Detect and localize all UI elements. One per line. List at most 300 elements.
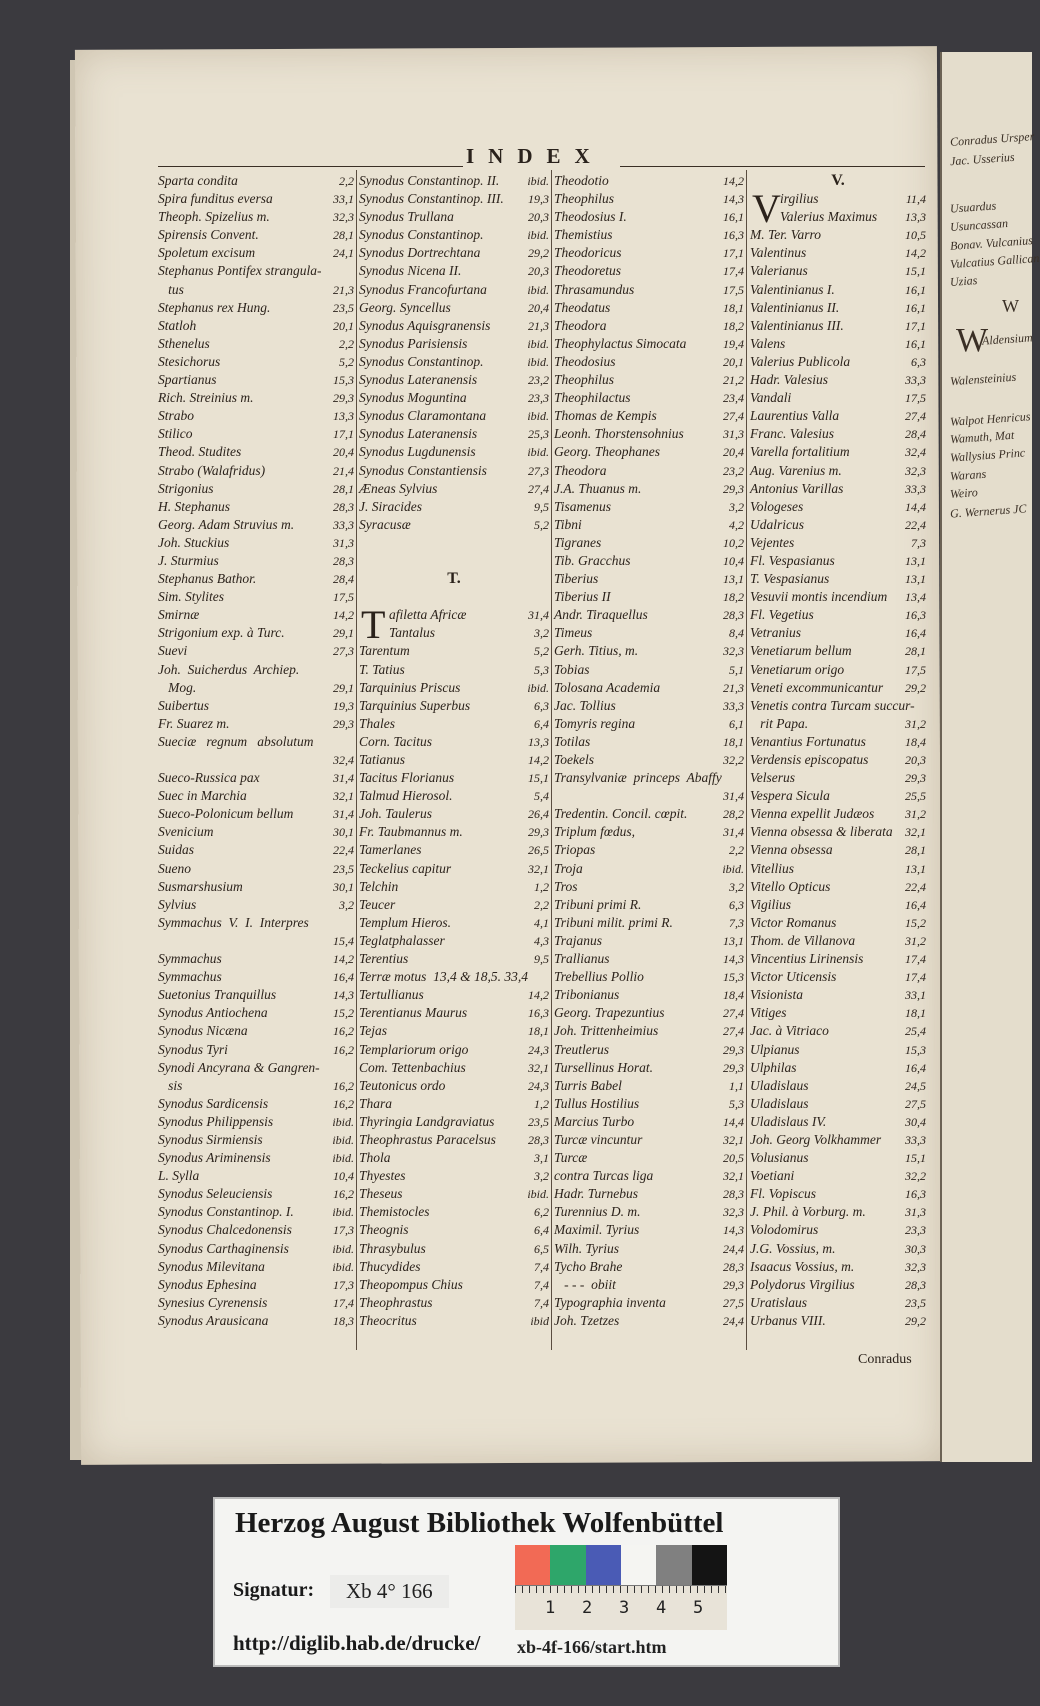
index-entry	[554, 443, 744, 461]
page-reference: 13,1	[905, 572, 926, 587]
entry-name: Tarentum	[359, 643, 410, 659]
entry-name: Uratislaus	[750, 1294, 808, 1310]
entry-name: Synodus Sirmiensis	[158, 1131, 263, 1147]
page-reference: 17,5	[333, 590, 354, 605]
index-entry	[554, 606, 744, 624]
index-entry	[158, 787, 354, 805]
entry-name: Vienna expellit Judæos	[750, 806, 875, 822]
index-entry	[554, 624, 744, 642]
index-entry	[554, 262, 744, 280]
page-reference: 5,3	[729, 1096, 744, 1111]
index-entry	[554, 642, 744, 660]
entry-name: Stilico	[158, 426, 193, 442]
entry-name: J. Phil. à Vorburg. m.	[750, 1204, 866, 1220]
page-reference: 29,1	[333, 626, 354, 641]
entry-name: Totilas	[554, 733, 591, 749]
entry-name: Tatianus	[359, 752, 406, 767]
index-entry	[359, 407, 549, 425]
entry-name: Valerius Publicola	[750, 353, 851, 369]
page-reference: 33,1	[905, 988, 926, 1003]
page-reference: 4,3	[534, 933, 549, 948]
page-reference: 13,1	[905, 553, 926, 568]
next-page-line: Weiro	[949, 485, 979, 501]
page-reference: 33,1	[333, 192, 354, 207]
index-entry	[359, 986, 549, 1004]
entry-name: Synodus Parisiensis	[359, 335, 468, 351]
index-entry	[158, 1113, 354, 1131]
entry-name: Urbanus VIII.	[750, 1312, 826, 1328]
entry-name: Vitellius	[750, 860, 794, 876]
ruler-tick-label: 2	[582, 1598, 593, 1618]
entry-name: Tacitus Florianus	[359, 770, 455, 786]
entry-name: Isaacus Vossius, m.	[750, 1258, 855, 1274]
entry-name: Statloh	[158, 317, 197, 333]
page-reference: 17,5	[905, 391, 926, 406]
page-reference: 11,4	[905, 192, 926, 207]
page-reference: 24,1	[333, 246, 354, 261]
entry-name: Triopas	[554, 842, 596, 858]
entry-name: Voetiani	[750, 1168, 795, 1184]
page-reference: 19,3	[333, 698, 354, 713]
page-reference: 20,3	[528, 210, 549, 225]
index-entry	[158, 1095, 354, 1113]
entry-name: Tolosana Academia	[554, 679, 661, 695]
page-reference: ibid.	[332, 1132, 354, 1147]
entry-name: Treutlerus	[554, 1041, 610, 1057]
page-reference: 15,1	[528, 771, 549, 786]
page-reference: ibid.	[527, 336, 549, 351]
entry-name: Synodus Carthaginensis	[158, 1240, 289, 1256]
entry-name: Symmachus	[158, 969, 222, 985]
page-reference: 25,3	[528, 427, 549, 442]
page-reference: 16,3	[905, 1187, 926, 1202]
index-entry	[750, 751, 926, 769]
index-entry	[750, 498, 926, 516]
index-entry	[750, 697, 926, 715]
entry-name: Aug. Varenius m.	[750, 462, 842, 478]
entry-name: Ulpianus	[750, 1041, 800, 1057]
entry-name: Synesius Cyrenensis	[158, 1294, 268, 1310]
entry-name: Fl. Vegetius	[750, 607, 814, 623]
entry-name: Stephanus rex Hung.	[158, 299, 271, 315]
index-entry	[554, 588, 744, 606]
page-reference: 32,2	[723, 753, 744, 767]
page-reference: 32,1	[528, 861, 549, 876]
index-entry	[554, 715, 744, 733]
page-reference: 18,4	[723, 988, 744, 1003]
page-reference: 22,4	[905, 879, 926, 894]
color-swatch	[515, 1545, 550, 1585]
entry-name: Thrasamundus	[554, 281, 635, 297]
index-entry	[750, 208, 926, 226]
page-reference: 29,3	[723, 1060, 744, 1075]
heading-text: T.	[447, 570, 461, 588]
index-entry	[158, 1041, 354, 1059]
page-reference: ibid.	[332, 1114, 354, 1129]
index-entry	[158, 1240, 354, 1258]
index-entry	[359, 733, 549, 751]
column-divider	[356, 170, 357, 1350]
index-entry	[750, 624, 926, 642]
index-entry	[554, 1294, 744, 1312]
index-entry	[554, 371, 744, 389]
index-entry	[750, 1185, 926, 1203]
index-entry	[359, 480, 549, 498]
entry-name: Troja	[554, 860, 583, 876]
entry-name: Georg. Syncellus	[359, 299, 451, 315]
page-reference: 28,3	[723, 608, 744, 623]
page-reference: ibid.	[527, 354, 549, 369]
page-reference: 18,2	[723, 590, 744, 605]
page-reference: 29,3	[723, 1277, 744, 1292]
index-entry	[554, 841, 744, 859]
entry-name: Vitiges	[750, 1005, 787, 1021]
page-reference: 30,1	[333, 825, 354, 840]
entry-name: Turcæ	[554, 1150, 588, 1166]
page-reference: 28,3	[723, 1259, 744, 1274]
index-entry	[158, 1022, 354, 1040]
page-reference: 14,4	[723, 1114, 744, 1129]
index-entry	[750, 588, 926, 606]
entry-name: Timeus	[554, 625, 593, 641]
page-reference: 31,4	[723, 825, 744, 840]
page-reference: 23,4	[723, 391, 744, 406]
index-entry	[750, 407, 926, 425]
index-entry	[359, 1294, 549, 1312]
page-reference: 8,4	[729, 626, 744, 641]
entry-name: Tomyris regina	[554, 715, 636, 731]
page-reference: 28,3	[723, 1187, 744, 1202]
page-reference: 13,3	[528, 734, 549, 749]
entry-name: Symmachus V. I. Interpres	[158, 914, 309, 930]
page-reference: 7,3	[729, 915, 744, 930]
page-reference: 28,1	[905, 644, 926, 659]
index-entry	[359, 389, 549, 407]
index-entry	[750, 244, 926, 262]
index-entry	[359, 1258, 549, 1276]
index-entry	[750, 1095, 926, 1113]
page-title: INDEX	[466, 144, 604, 168]
index-entry	[158, 208, 354, 226]
entry-name: Synodus Tyri	[158, 1041, 228, 1057]
page-reference: 16,1	[905, 300, 926, 315]
index-entry	[359, 968, 549, 986]
index-entry	[158, 335, 354, 353]
entry-name: Andr. Tiraquellus	[554, 607, 648, 623]
entry-name: Stephanus Pontifex strangula-	[158, 263, 322, 279]
index-entry	[359, 679, 549, 697]
page-reference: 7,4	[534, 1259, 549, 1274]
entry-name: Theodosius	[554, 353, 616, 369]
index-entry	[554, 769, 744, 787]
page-reference: ibid.	[332, 1259, 354, 1274]
entry-name: Tertullianus	[359, 987, 424, 1003]
entry-name: Tribuni primi R.	[554, 896, 642, 912]
page-reference: 32,1	[723, 1132, 744, 1147]
entry-name: contra Turcas liga	[554, 1168, 654, 1184]
page-reference: 29,2	[905, 1313, 926, 1328]
entry-name: L. Sylla	[158, 1168, 200, 1184]
entry-name: Mog.	[158, 679, 197, 695]
entry-name: Veneti excommunicantur	[750, 679, 884, 695]
index-entry	[750, 679, 926, 697]
color-swatch	[621, 1545, 656, 1585]
page-reference: 13,1	[723, 933, 744, 948]
entry-name: Maximil. Tyrius	[554, 1222, 640, 1238]
page-reference: 24,4	[723, 1241, 744, 1256]
page-reference: 28,2	[723, 807, 744, 822]
page-reference: 2,2	[339, 174, 354, 188]
index-entry	[750, 642, 926, 660]
page-reference: 31,2	[905, 807, 926, 822]
entry-name: Synodus Sardicensis	[158, 1095, 269, 1111]
index-entry	[359, 1022, 549, 1040]
entry-name: Turcæ vincuntur	[554, 1131, 643, 1147]
entry-name: H. Stephanus	[158, 498, 230, 514]
index-entry	[554, 353, 744, 371]
index-entry	[750, 860, 926, 878]
index-entry	[359, 1113, 549, 1131]
index-entry	[750, 1004, 926, 1022]
index-entry	[158, 552, 354, 570]
index-entry	[359, 498, 549, 516]
index-entry	[554, 498, 744, 516]
index-entry	[158, 498, 354, 516]
page-reference: 15,3	[723, 970, 744, 985]
page-reference: 6,2	[534, 1205, 549, 1220]
index-entry	[750, 1203, 926, 1221]
page-reference: 15,2	[333, 1006, 354, 1021]
signatur-label: Signatur:	[233, 1579, 315, 1601]
index-entry	[750, 986, 926, 1004]
entry-name: Thrasybulus	[359, 1240, 426, 1256]
page-reference: 23,5	[528, 1114, 549, 1129]
page-reference: 15,4	[333, 933, 354, 948]
entry-name: Theoph. Spizelius m.	[158, 209, 270, 225]
entry-name: Tamerlanes	[359, 842, 422, 858]
next-page-line: Usuncassan	[949, 215, 1009, 235]
page-reference: 9,5	[534, 499, 549, 514]
index-entry	[554, 1059, 744, 1077]
page-reference: 29,3	[723, 481, 744, 496]
page-reference: 17,3	[333, 1223, 354, 1238]
entry-name: Thola	[359, 1150, 391, 1166]
page-reference: 20,1	[723, 354, 744, 369]
page-reference: 7,3	[911, 535, 926, 550]
page-reference: 16,2	[333, 1024, 354, 1039]
page-reference: 14,2	[905, 246, 926, 261]
entry-name: Theocritus	[359, 1312, 417, 1328]
index-entry	[750, 516, 926, 534]
page-reference: ibid.	[527, 1187, 549, 1202]
entry-name: Tiberius	[554, 571, 599, 587]
entry-name: Tisamenus	[554, 498, 612, 514]
page-reference: 27,4	[723, 1024, 744, 1039]
index-entry	[750, 226, 926, 244]
page-reference: 5,4	[534, 789, 549, 804]
entry-name: Thom. de Villanova	[750, 932, 856, 948]
index-entry	[554, 1167, 744, 1185]
entry-name: Valentinianus II.	[750, 299, 840, 315]
url-base[interactable]: http://diglib.hab.de/drucke/	[233, 1631, 481, 1655]
entry-name: Synodus Ephesina	[158, 1276, 257, 1292]
entry-name: Theophrastus Paracelsus	[359, 1131, 496, 1147]
entry-name: Vincentius Lirinensis	[750, 951, 864, 967]
entry-name: Synodus Lateranensis	[359, 426, 478, 442]
entry-name: Vespera Sicula	[750, 788, 830, 804]
entry-name: Sueco-Russica pax	[158, 770, 260, 786]
entry-name: Theseus	[359, 1186, 403, 1202]
entry-name: Joh. Trittenheimius	[554, 1023, 659, 1039]
url-path[interactable]: xb-4f-166/start.htm	[517, 1637, 667, 1657]
index-entry	[359, 860, 549, 878]
entry-name: Theophilactus	[554, 390, 631, 406]
index-entry	[554, 914, 744, 932]
index-entry	[359, 896, 549, 914]
entry-name: M. Ter. Varro	[750, 227, 822, 243]
index-entry	[554, 1077, 744, 1095]
page-reference: 6,3	[911, 354, 926, 369]
index-entry	[554, 787, 744, 805]
page-reference: 14,3	[333, 988, 354, 1003]
index-entry	[158, 389, 354, 407]
entry-name: Tibni	[554, 516, 582, 532]
entry-name: Fr. Taubmannus m.	[359, 824, 463, 840]
page-reference: 16,4	[905, 626, 926, 641]
page-reference: 17,5	[905, 662, 926, 677]
index-entry	[158, 950, 354, 968]
page-reference: 32,1	[333, 789, 354, 804]
index-entry	[158, 407, 354, 425]
page-reference: 27,4	[905, 409, 926, 424]
entry-name: Theophylactus Simocata	[554, 335, 687, 351]
entry-name: Stephanus Bathor.	[158, 571, 257, 587]
page-reference: 13,3	[333, 409, 354, 424]
index-entry	[359, 1004, 549, 1022]
page-reference: 4,2	[729, 517, 744, 532]
index-entry	[554, 986, 744, 1004]
page-reference: ibid.	[527, 282, 549, 297]
next-page-line: Vulcatius Gallican	[949, 250, 1040, 272]
page-reference: ibid.	[722, 861, 744, 876]
entry-name: Valentinianus III.	[750, 317, 844, 333]
index-entry	[554, 697, 744, 715]
entry-name: Teucer	[359, 896, 396, 912]
page-reference: 15,3	[905, 1042, 926, 1057]
page-reference: 7,4	[534, 1295, 549, 1310]
entry-name: Theod. Studites	[158, 444, 242, 460]
index-entry	[750, 896, 926, 914]
entry-name: Suevi	[158, 643, 188, 659]
entry-name: J.A. Thuanus m.	[554, 480, 642, 496]
entry-name: Valens	[750, 335, 786, 351]
index-entry	[750, 787, 926, 805]
index-entry	[359, 244, 549, 262]
index-entry	[750, 371, 926, 389]
index-entry	[359, 1131, 549, 1149]
page-reference: 32,4	[333, 753, 354, 767]
page-reference: 10,4	[723, 553, 744, 568]
entry-name: Wilh. Tyrius	[554, 1240, 620, 1256]
page-reference: 32,3	[333, 210, 354, 225]
page-reference: 5,2	[534, 517, 549, 532]
index-entry	[359, 552, 549, 570]
color-swatch	[550, 1545, 585, 1585]
index-entry	[359, 841, 549, 859]
page-reference: 2,2	[339, 336, 354, 351]
index-entry	[359, 462, 549, 480]
page-reference: 32,3	[723, 1205, 744, 1220]
index-entry	[554, 1149, 744, 1167]
entry-name: Vandali	[750, 390, 792, 406]
entry-name: Trebellius Pollio	[554, 969, 644, 985]
page-reference: 30,3	[905, 1241, 926, 1256]
entry-name: Themistius	[554, 227, 613, 243]
index-entry	[750, 281, 926, 299]
entry-name: Valerius Maximus	[780, 209, 878, 225]
entry-name: Templum Hieros.	[359, 914, 452, 930]
color-swatch	[586, 1545, 621, 1585]
index-entry	[158, 878, 354, 896]
page-reference: 23,3	[528, 391, 549, 406]
index-entry	[554, 751, 744, 769]
index-entry	[158, 317, 354, 335]
entry-name: T. Vespasianus	[750, 571, 830, 587]
index-entry	[359, 317, 549, 335]
index-entry	[554, 932, 744, 950]
entry-name: Synodus Ariminensis	[158, 1150, 271, 1166]
index-entry	[750, 552, 926, 570]
entry-name: Uladislaus	[750, 1095, 809, 1111]
index-entry	[554, 1240, 744, 1258]
entry-name: Joh. Stuckius	[158, 534, 230, 550]
page-reference: 14,3	[723, 952, 744, 967]
page-reference: 27,5	[905, 1096, 926, 1111]
entry-name: Theodotio	[554, 173, 609, 188]
index-entry	[359, 769, 549, 787]
entry-name: Ulphilas	[750, 1059, 797, 1075]
entry-name: Synodus Lateranensis	[359, 372, 478, 388]
index-entry	[158, 443, 354, 461]
page-reference: 6,1	[729, 716, 744, 731]
page-reference: 15,2	[905, 915, 926, 930]
index-entry	[359, 1095, 549, 1113]
index-entry	[554, 1131, 744, 1149]
entry-name: Venantius Fortunatus	[750, 733, 866, 749]
page-reference: ibid	[530, 1313, 549, 1328]
page-reference: 14,2	[528, 988, 549, 1003]
index-entry	[158, 262, 354, 280]
index-entry	[158, 986, 354, 1004]
index-entry	[158, 1294, 354, 1312]
page-reference: 3,2	[729, 879, 744, 894]
index-entry	[158, 823, 354, 841]
entry-name: Sueno	[158, 860, 191, 876]
entry-name: Vitello Opticus	[750, 878, 831, 894]
drop-cap: V	[752, 186, 781, 232]
entry-name: Trallianus	[554, 951, 610, 967]
index-entry	[750, 570, 926, 588]
entry-name: Typographia inventa	[554, 1294, 666, 1310]
page-reference: 16,1	[905, 282, 926, 297]
index-entry	[158, 715, 354, 733]
page-reference: 18,4	[905, 734, 926, 749]
index-entry	[359, 1149, 549, 1167]
entry-name: Fr. Suarez m.	[158, 715, 230, 731]
index-entry	[359, 1312, 549, 1330]
page-reference: 17,4	[333, 1295, 354, 1310]
next-page-strip	[940, 52, 1040, 1462]
